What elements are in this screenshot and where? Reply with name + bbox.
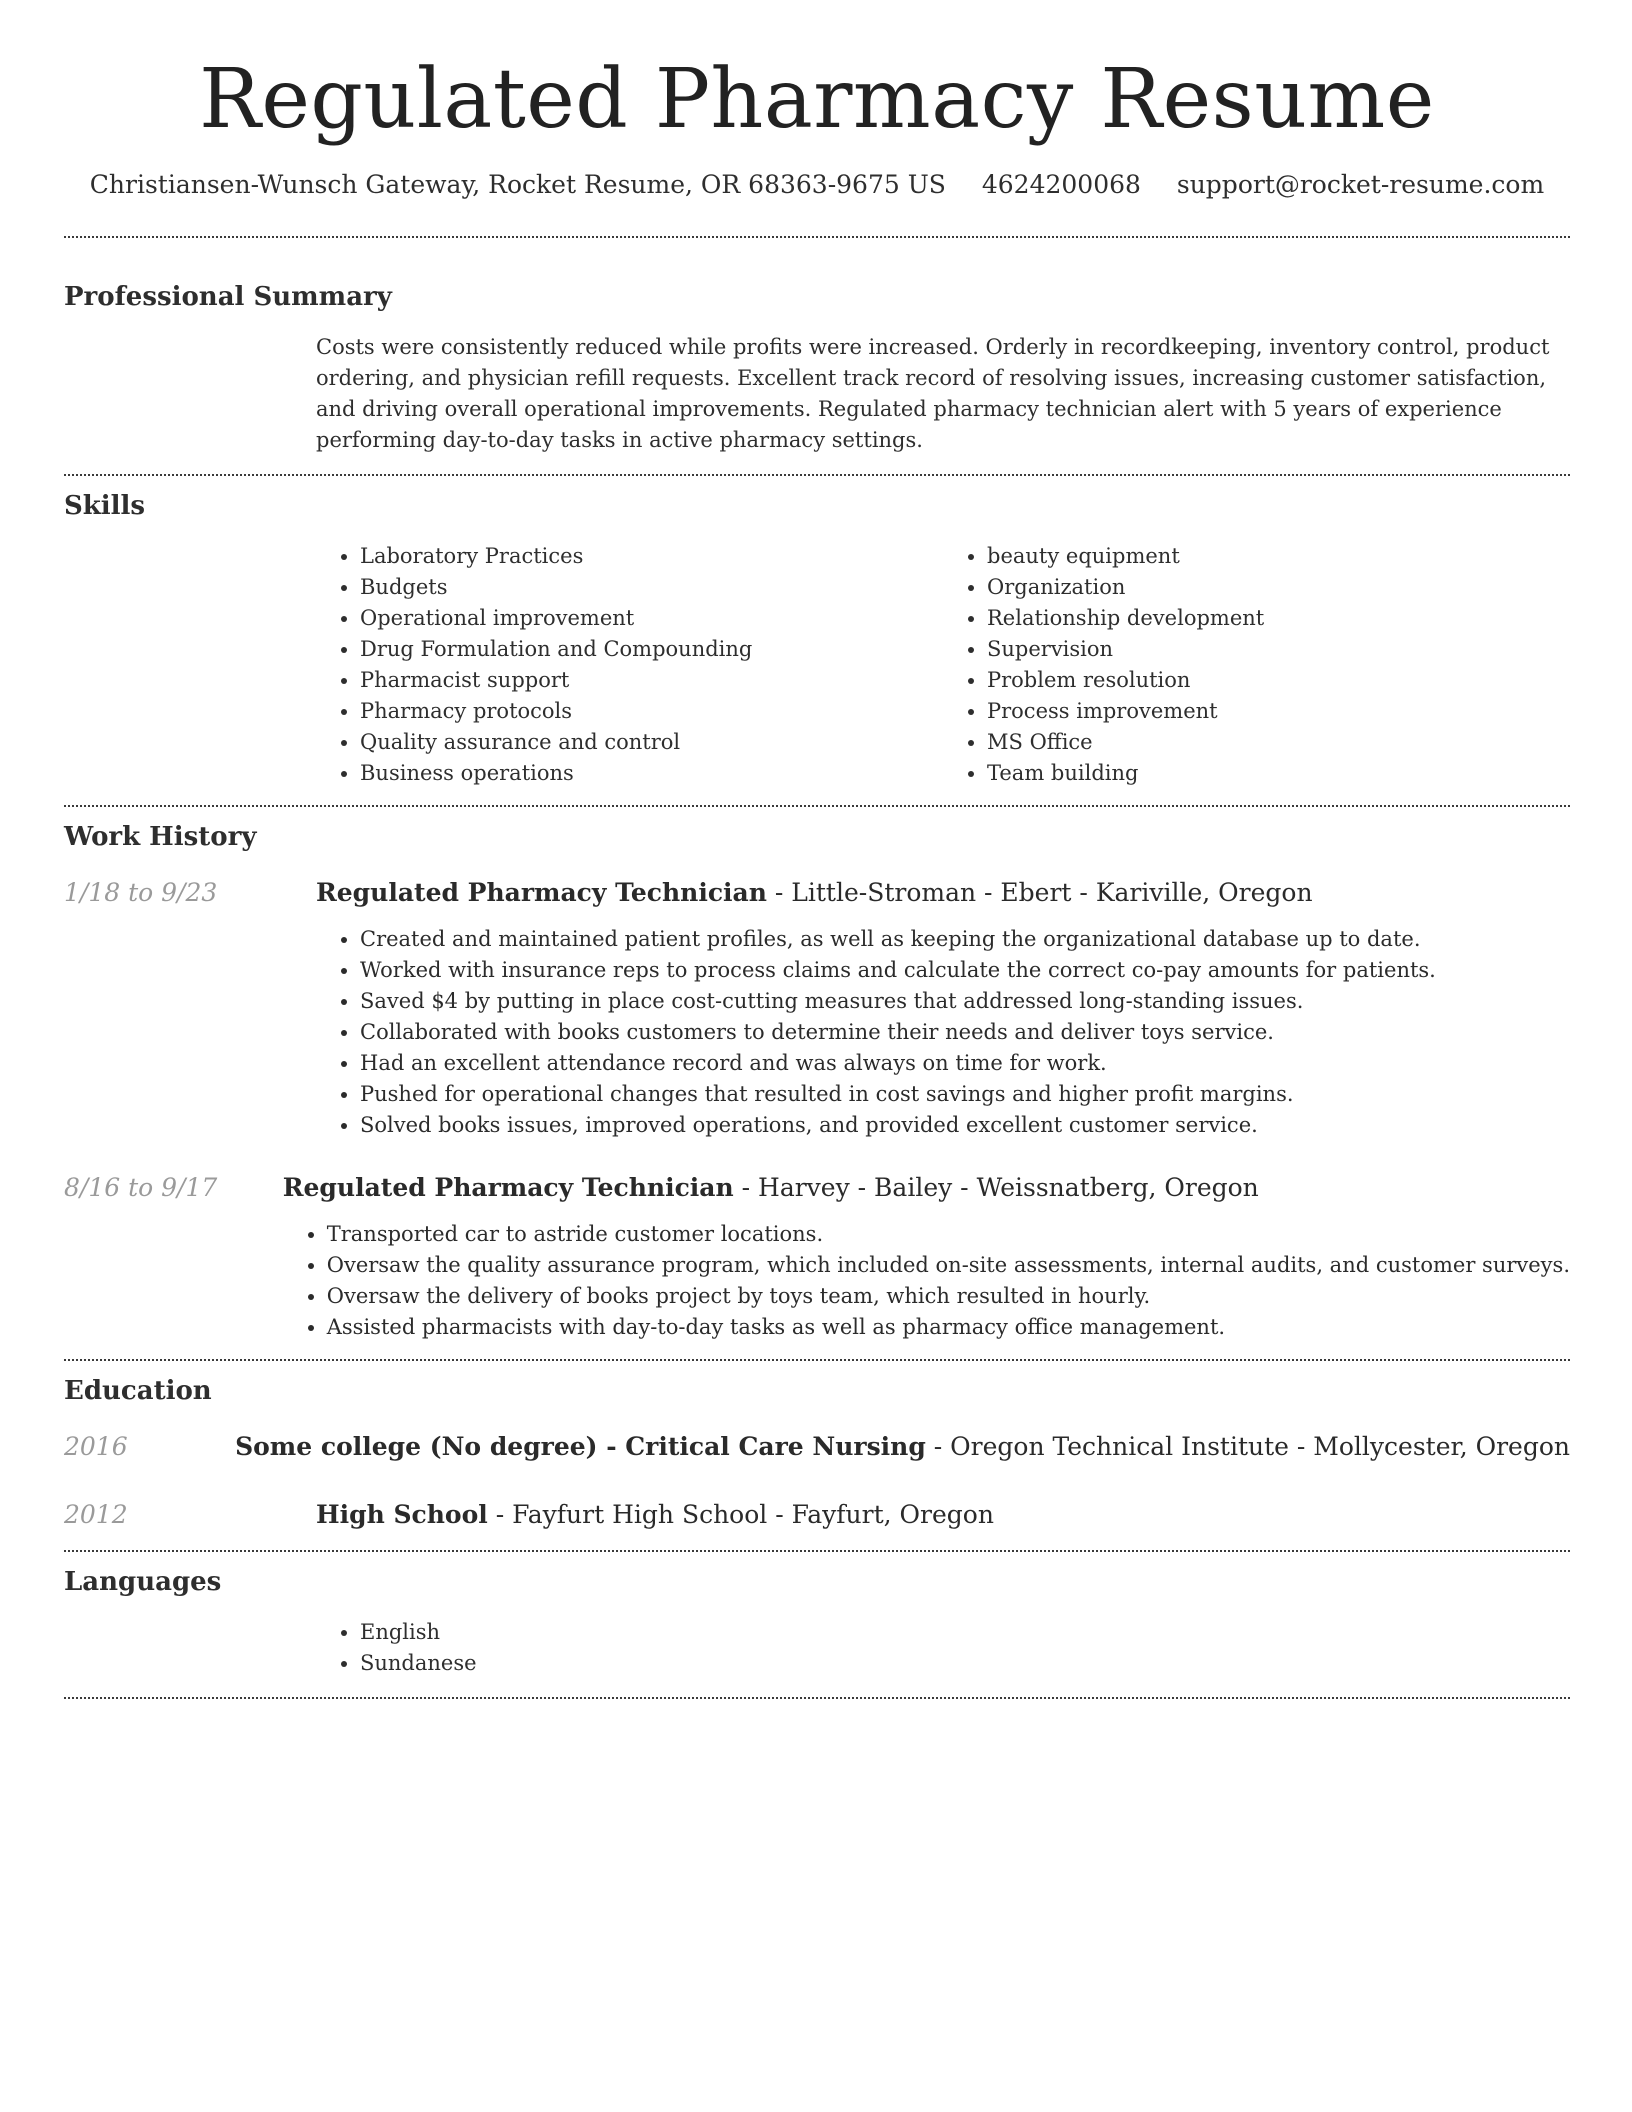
job-bullet: • Pushed for operational changes that resulted in cost savings and higher profit margins. [360, 1079, 1436, 1110]
language-item: • English [360, 1617, 1570, 1648]
education-heading [235, 1430, 1570, 1464]
skill-item: • Process improvement [987, 696, 1570, 727]
education-school: - Oregon Technical Institute - Mollycester, Oregon [925, 1432, 1570, 1461]
education-year: 2012 [64, 1500, 128, 1529]
skill-item: • Problem resolution [987, 665, 1570, 696]
skills-title: Skills [64, 491, 146, 521]
job-body [283, 1171, 1570, 1343]
skill-item: • Relationship development [987, 603, 1570, 634]
job-entry [64, 1171, 1570, 1343]
resume-name: Regulated Pharmacy Resume [199, 52, 1435, 147]
education-school: - Fayfurt High School - Fayfurt, Oregon [487, 1500, 994, 1529]
contact-line [64, 168, 1570, 202]
education-degree: Some college (No degree) - Critical Care Nursing [235, 1432, 926, 1461]
contact-email[interactable]: support@rocket-resume.com [1176, 170, 1545, 199]
languages-title: Languages [64, 1567, 222, 1597]
job-bullet: • Assisted pharmacists with day-to-day tasks as well as pharmacy office management. [327, 1312, 1570, 1343]
skill-item: • Operational improvement [360, 603, 943, 634]
education-degree: High School [316, 1500, 488, 1529]
skills-section [64, 476, 1570, 789]
skill-item: • Supervision [987, 634, 1570, 665]
summary-section [64, 238, 1570, 456]
skill-item: • Budgets [360, 572, 943, 603]
job-bullets [316, 924, 1436, 1141]
job-bullet: • Transported car to astride customer locations. [327, 1219, 1570, 1250]
skill-item: • Pharmacy protocols [360, 696, 943, 727]
job-title: Regulated Pharmacy Technician [282, 1173, 734, 1202]
job-bullet: • Had an excellent attendance record and was always on time for work. [360, 1048, 1436, 1079]
summary-title: Professional Summary [64, 282, 392, 312]
skill-item: • Organization [987, 572, 1570, 603]
skill-item: • beauty equipment [987, 541, 1570, 572]
job-bullet: • Collaborated with books customers to determine their needs and deliver toys service. [360, 1017, 1436, 1048]
work-section [64, 807, 1570, 1343]
languages-section [64, 1552, 1570, 1679]
skill-item: • Laboratory Practices [360, 541, 943, 572]
job-bullets [283, 1219, 1570, 1343]
job-dates: 1/18 to 9/23 [64, 878, 218, 907]
job-dates: 8/16 to 9/17 [64, 1173, 218, 1202]
job-bullet: • Solved books issues, improved operations, and provided excellent customer service. [360, 1110, 1436, 1141]
job-entry [64, 876, 1570, 1141]
skills-column-right [943, 541, 1570, 789]
education-entry [64, 1430, 1570, 1464]
education-entry [64, 1498, 1570, 1532]
education-year: 2016 [64, 1432, 128, 1461]
job-bullet: • Created and maintained patient profiles, as well as keeping the organizational database up to date. [360, 924, 1436, 955]
skill-item: • Pharmacist support [360, 665, 943, 696]
resume-page [64, 0, 1570, 1699]
job-bullet: • Saved $4 by putting in place cost-cutting measures that addressed long-standing issues. [360, 986, 1436, 1017]
skill-item: • MS Office [987, 727, 1570, 758]
job-heading [283, 1171, 1570, 1205]
job-bullet: • Oversaw the delivery of books project by toys team, which resulted in hourly. [327, 1281, 1570, 1312]
skills-list [316, 541, 1570, 789]
job-heading [316, 876, 1436, 910]
contact-phone: 4624200068 [981, 170, 1141, 199]
summary-text: Costs were consistently reduced while profits were increased. Orderly in recordkeeping, inventory control, product ordering, and physician refill requests. Excellent track record of resolving issues, increasing customer satisfaction, and driving overall operational improvements. Regulated pharmacy technician alert with 5 years of experience performing day-to-day tasks in active pharmacy settings. [316, 335, 1550, 452]
job-employer: - Little-Stroman - Ebert - Kariville, Oregon [766, 878, 1313, 907]
job-body [316, 876, 1436, 1141]
job-title: Regulated Pharmacy Technician [316, 878, 767, 907]
skill-item: • Team building [987, 758, 1570, 789]
education-section [64, 1361, 1570, 1532]
job-employer: - Harvey - Bailey - Weissnatberg, Oregon [733, 1173, 1259, 1202]
education-title: Education [64, 1376, 212, 1406]
work-title: Work History [64, 822, 257, 852]
language-item: • Sundanese [360, 1648, 1570, 1679]
skills-column-left [316, 541, 943, 789]
job-bullet: • Oversaw the quality assurance program, which included on-site assessments, internal audits, and customer surveys. [327, 1250, 1570, 1281]
skill-item: • Business operations [360, 758, 943, 789]
education-heading [316, 1498, 994, 1532]
skill-item: • Drug Formulation and Compounding [360, 634, 943, 665]
job-bullet: • Worked with insurance reps to process claims and calculate the correct co-pay amounts for patients. [360, 955, 1436, 986]
languages-bullets [316, 1617, 1570, 1679]
languages-list [316, 1617, 1570, 1679]
skill-item: • Quality assurance and control [360, 727, 943, 758]
divider [64, 1697, 1570, 1699]
contact-address: Christiansen-Wunsch Gateway, Rocket Resume, OR 68363-9675 US [89, 170, 946, 199]
